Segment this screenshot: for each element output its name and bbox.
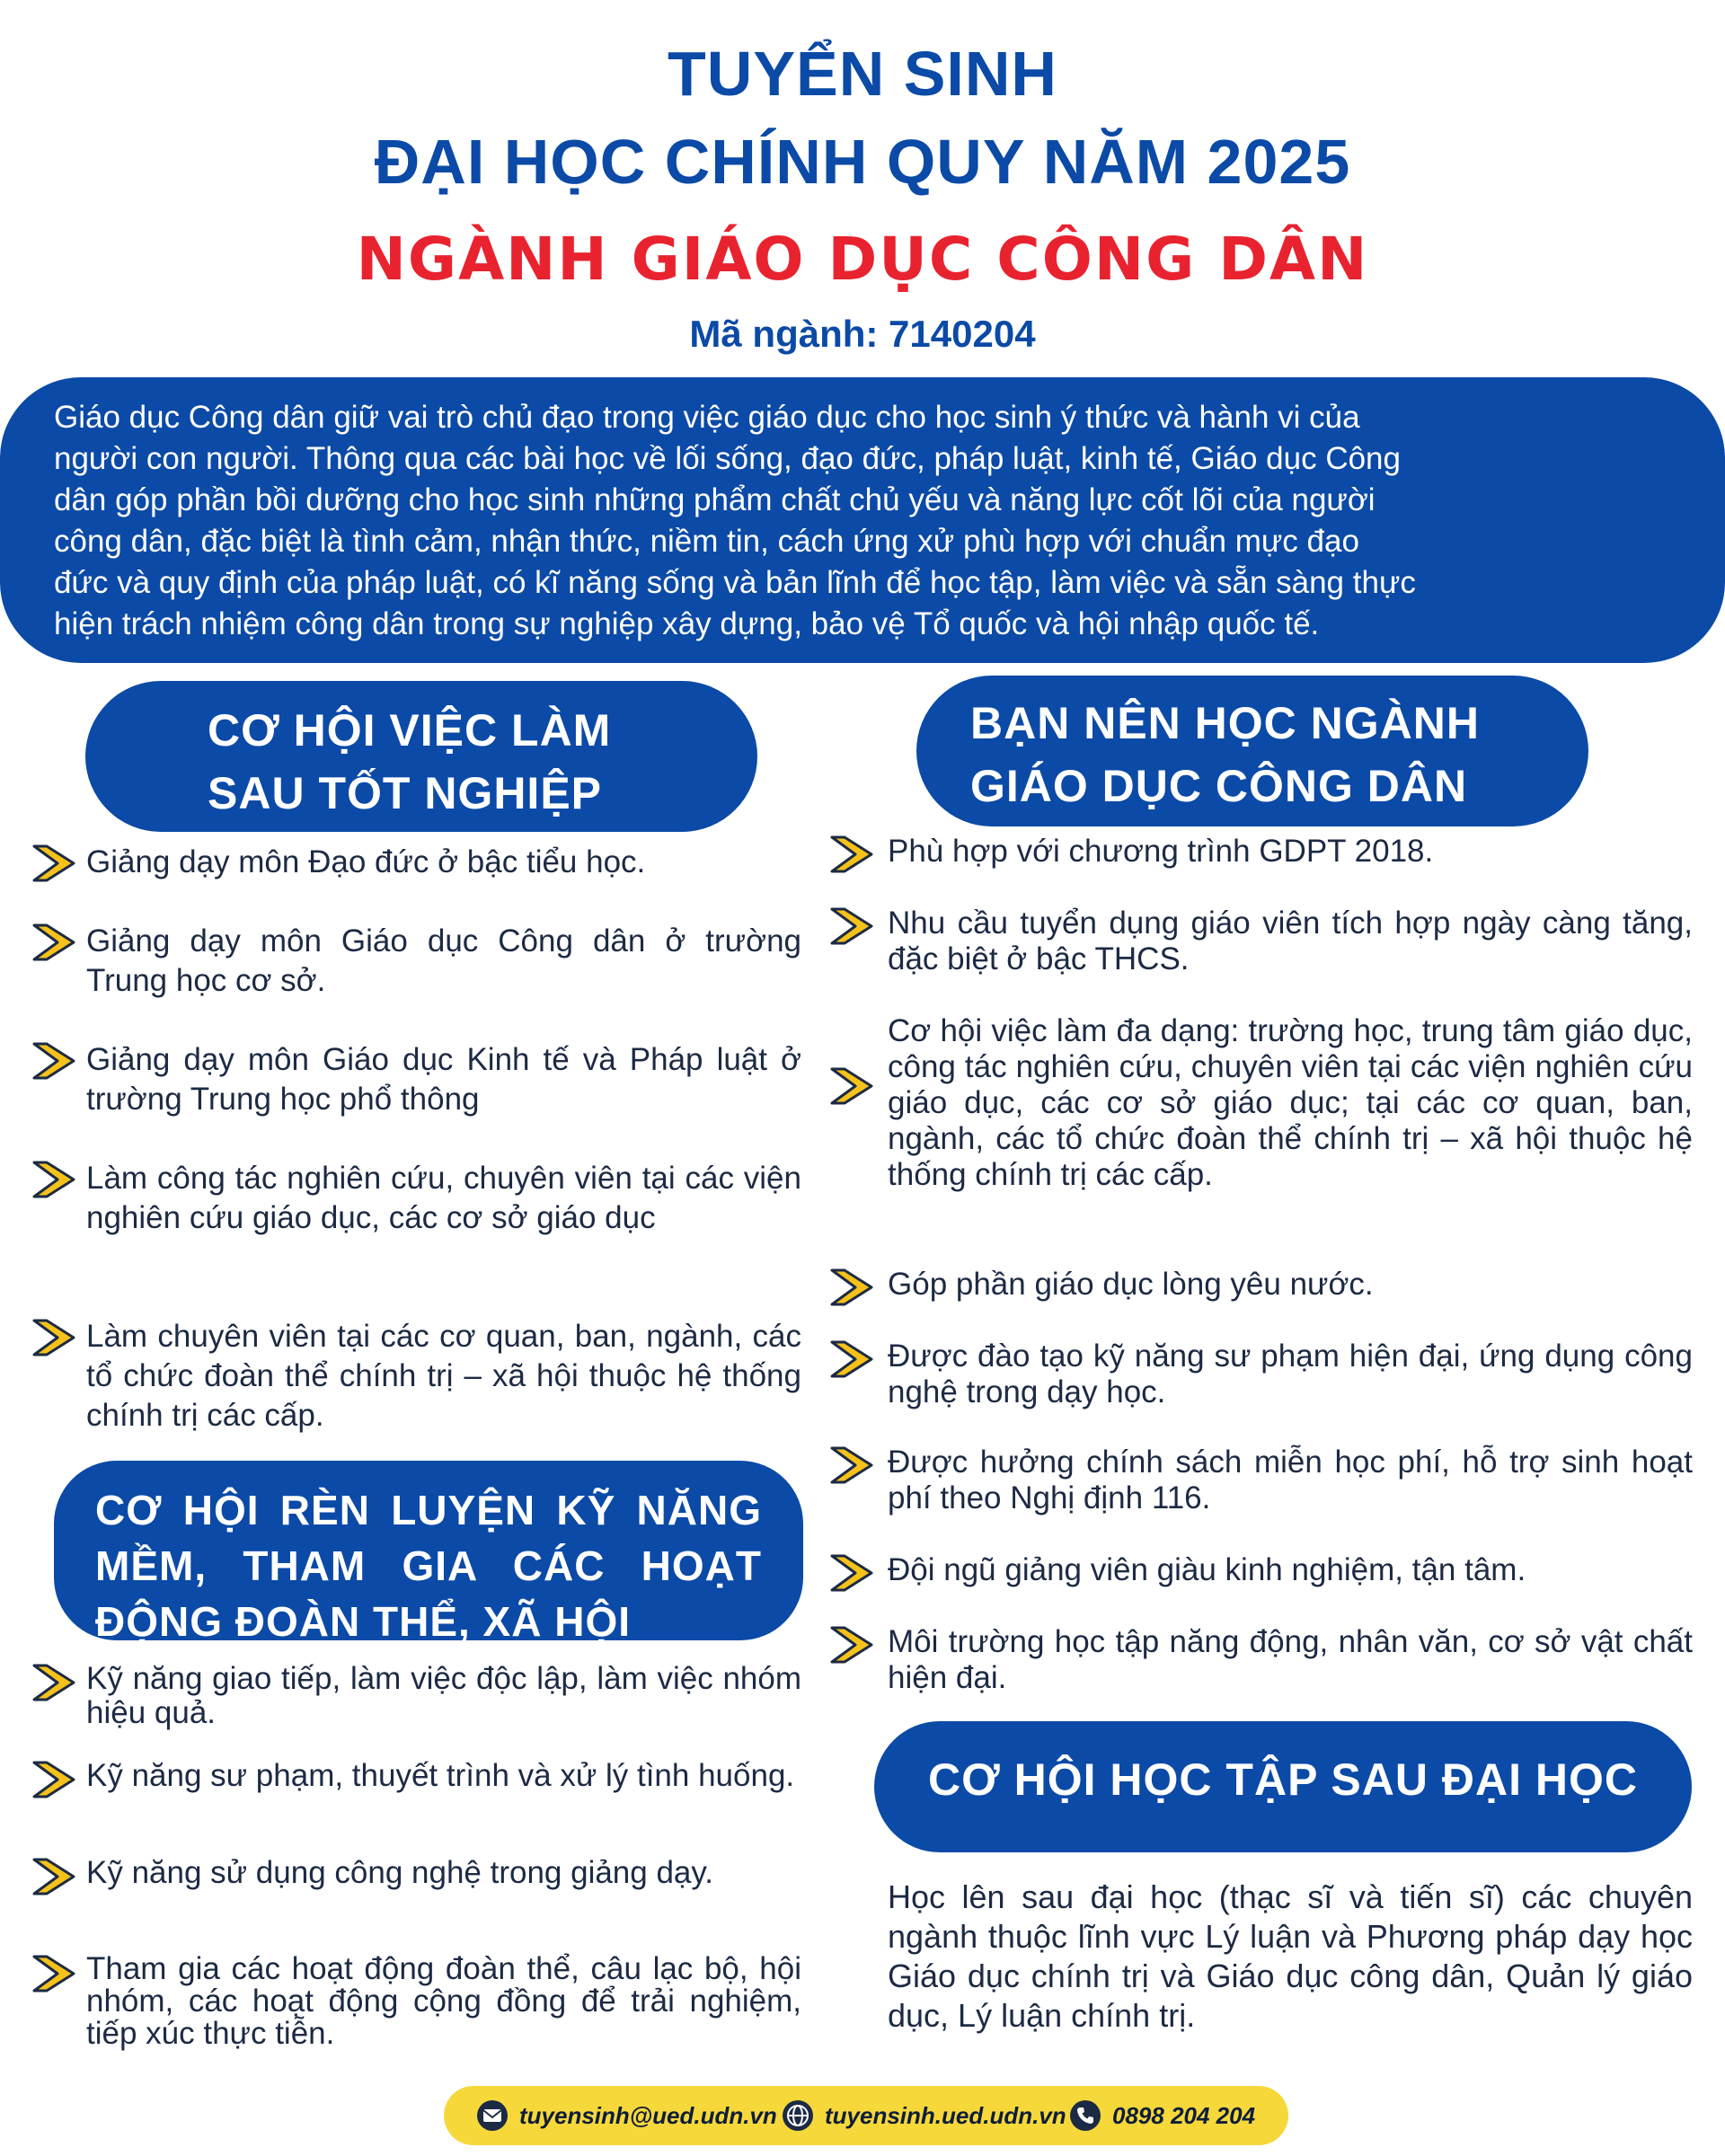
chevron-right-icon [32, 1040, 77, 1082]
list-item-text: Đội ngũ giảng viên giàu kinh nghiệm, tận tâm. [888, 1552, 1526, 1587]
list-item-text: Góp phần giáo dục lòng yêu nước. [888, 1267, 1374, 1302]
postgrad-text: Học lên sau đại học (thạc sĩ và tiến sĩ) các chuyên ngành thuộc lĩnh vực Lý luận và Phương pháp dạy học Giáo dục chính trị và Giáo dục công dân, Quản lý giáo dục, Lý luận chính trị. [888, 1878, 1693, 2034]
list-item-text: Phù hợp với chương trình GDPT 2018. [888, 834, 1434, 869]
intro-line: dân góp phần bồi dưỡng cho học sinh những phẩm chất chủ yếu và năng lực cốt lõi của người [54, 482, 1376, 517]
chevron-right-icon [32, 1662, 77, 1703]
phone-contact[interactable] [1069, 2086, 1255, 2145]
why-heading [916, 676, 1588, 826]
email-text[interactable]: tuyensinh@ued.udn.vn [519, 2101, 777, 2129]
chevron-right-icon [830, 1624, 875, 1666]
chevron-right-icon [32, 922, 77, 963]
chevron-right-icon [830, 1552, 875, 1594]
jobs-heading-line: CƠ HỘI VIỆC LÀM [208, 705, 612, 755]
list-item-text: Làm công tác nghiên cứu, chuyên viên tại các viện nghiên cứu giáo dục, các cơ sở giáo dục [86, 1161, 801, 1235]
chevron-right-icon [830, 1445, 875, 1486]
phone-text[interactable]: 0898 204 204 [1112, 2101, 1256, 2129]
chevron-right-icon [32, 1159, 77, 1200]
list-item-text: Làm chuyên viên tại các cơ quan, ban, ngành, các tổ chức đoàn thể chính trị – xã hội thuộc hệ thống chính trị các cấp. [86, 1319, 801, 1433]
email-contact[interactable] [476, 2086, 777, 2145]
phone-icon [1069, 2099, 1101, 2132]
intro-line: công dân, đặc biệt là tình cảm, nhận thức, niềm tin, cách ứng xử phù hợp với chuẩn mực đạo [54, 524, 1359, 559]
intro-line: Giáo dục Công dân giữ vai trò chủ đạo trong việc giáo dục cho học sinh ý thức và hành vi của [54, 400, 1360, 435]
chevron-right-icon [830, 1267, 875, 1308]
list-item-text: Kỹ năng sử dụng công nghệ trong giảng dạy. [86, 1855, 714, 1890]
major-code: Mã ngành: 7140204 [689, 313, 1036, 355]
list-item-text: Giảng dạy môn Giáo dục Công dân ở trường Trung học cơ sở. [86, 923, 801, 998]
chevron-right-icon [32, 1953, 77, 1994]
soft-skills-heading-line: ĐỘNG ĐOÀN THỂ, XÃ HỘI [95, 1598, 632, 1645]
why-heading-line: BẠN NÊN HỌC NGÀNH [970, 698, 1480, 748]
list-item-text: Kỹ năng giao tiếp, làm việc độc lập, làm việc nhóm hiệu quả. [86, 1661, 801, 1730]
chevron-right-icon [830, 834, 875, 875]
why-heading-line: GIÁO DỤC CÔNG DÂN [970, 761, 1468, 811]
contact-footer [444, 2086, 1288, 2145]
globe-icon [782, 2099, 814, 2132]
list-item-text: Cơ hội việc làm đa dạng: trường học, trung tâm giáo dục, công tác nghiên cứu, chuyên viên tại các viện nghiên cứu giáo dục, các cơ sở giáo dục; tại các cơ quan, ban, ngành, các tổ chức đoàn thể chính trị – xã hội thuộc hệ thống chính trị các cấp. [888, 1013, 1693, 1192]
postgrad-heading: CƠ HỘI HỌC TẬP SAU ĐẠI HỌC [874, 1721, 1692, 1852]
jobs-heading-line: SAU TỐT NGHIỆP [208, 768, 603, 818]
chevron-right-icon [830, 906, 875, 947]
chevron-right-icon [830, 1065, 875, 1107]
website-text[interactable]: tuyensinh.ued.udn.vn [825, 2101, 1066, 2129]
list-item-text: Được hưởng chính sách miễn học phí, hỗ trợ sinh hoạt phí theo Nghị định 116. [888, 1445, 1693, 1515]
chevron-right-icon [32, 1856, 77, 1897]
chevron-right-icon [830, 1339, 875, 1380]
chevron-right-icon [32, 1759, 77, 1800]
jobs-heading [85, 681, 757, 832]
list-item-text: Được đào tạo kỹ năng sư phạm hiện đại, ứng dụng công nghệ trong dạy học. [888, 1339, 1693, 1409]
major-name: NGÀNH GIÁO DỤC CÔNG DÂN [356, 225, 1369, 294]
title-line-2: ĐẠI HỌC CHÍNH QUY NĂM 2025 [374, 127, 1351, 197]
list-item-text: Giảng dạy môn Đạo đức ở bậc tiểu học. [86, 844, 646, 879]
title-line-1: TUYỂN SINH [668, 39, 1057, 109]
mail-icon [476, 2099, 509, 2132]
list-item-text: Kỹ năng sư phạm, thuyết trình và xử lý tình huống. [86, 1758, 795, 1793]
list-item-text: Tham gia các hoạt động đoàn thể, câu lạc bộ, hội nhóm, các hoạt động cộng đồng để trải nghiệm, tiếp xúc thực tiễn. [86, 1951, 801, 2051]
soft-skills-heading [54, 1461, 803, 1645]
website-contact[interactable] [782, 2086, 1066, 2145]
intro-line: đức và quy định của pháp luật, có kĩ năng sống và bản lĩnh để học tập, làm việc và sẵn sàng thực [54, 565, 1416, 600]
intro-box [0, 377, 1725, 663]
intro-line: người con người. Thông qua các bài học về lối sống, đạo đức, pháp luật, kinh tế, Giáo dục Công [54, 441, 1401, 476]
list-item-text: Nhu cầu tuyển dụng giáo viên tích hợp ngày càng tăng, đặc biệt ở bậc THCS. [888, 906, 1693, 976]
list-item-text: Giảng dạy môn Giáo dục Kinh tế và Pháp luật ở trường Trung học phổ thông [86, 1042, 801, 1117]
chevron-right-icon [32, 1317, 77, 1358]
soft-skills-heading-line: MỀM, THAM GIA CÁC HOẠT [95, 1542, 762, 1589]
chevron-right-icon [32, 843, 77, 884]
soft-skills-heading-line: CƠ HỘI RÈN LUYỆN KỸ NĂNG [95, 1487, 762, 1533]
list-item-text: Môi trường học tập năng động, nhân văn, cơ sở vật chất hiện đại. [888, 1624, 1693, 1695]
intro-line: hiện trách nhiệm công dân trong sự nghiệp xây dựng, bảo vệ Tổ quốc và hội nhập quốc tế. [54, 606, 1320, 641]
